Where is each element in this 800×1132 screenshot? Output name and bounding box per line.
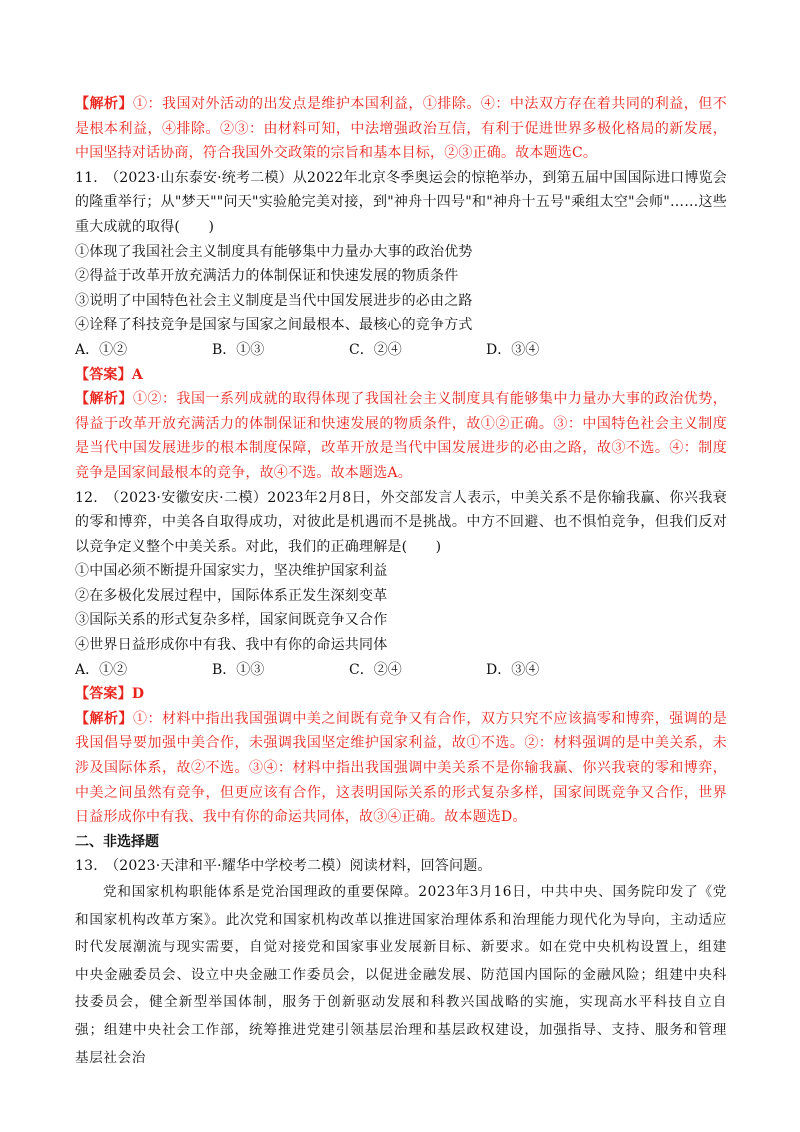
q11-item-3: ③说明了中国特色社会主义制度是当代中国发展进步的必由之路 <box>75 292 473 309</box>
q12-option-d: D．③④ <box>486 661 540 678</box>
q11-analysis <box>75 387 727 485</box>
analysis-text: ①：我国对外活动的出发点是维护本国利益，①排除。④：中法双方存在着共同的利益，但不是根本利益，④排除。②③：由材料可知，中法增强政治互信，有利于促进世界多极化格局的新发展，中国坚持对话协商，符合我国外交政策的宗旨和基本目标，②③正确。故本题选C。 <box>75 96 727 162</box>
q11-option-d: D．③④ <box>486 341 540 358</box>
q12-option-a: A．①② <box>75 661 128 678</box>
q12-answer <box>75 682 727 707</box>
q11-answer <box>75 363 727 388</box>
analysis-text: ①②：我国一系列成就的取得体现了我国社会主义制度具有能够集中力量办大事的政治优势，得益于改革开放充满活力的体制保证和快速发展的物质条件，故①②正确。③：中国特色社会主义制度是当代中国发展进步的根本制度保障，改革开放是当代中国发展进步的必由之路，故③不选。④：制度竞争是国家间最根本的竞争，故④不选。故本题选A。 <box>75 391 727 481</box>
answer-tag: 【答案】 <box>75 686 132 703</box>
answer-value: D <box>131 686 145 703</box>
q11-item-2: ②得益于改革开放充满活力的体制保证和快速发展的物质条件 <box>75 268 459 285</box>
q12-item-3: ③国际关系的形式复杂多样，国家间既竞争又合作 <box>75 612 388 629</box>
analysis-tag: 【解析】 <box>75 96 133 112</box>
q11-option-b: B．①③ <box>212 341 265 358</box>
answer-tag: 【答案】 <box>75 366 132 383</box>
q11-option-a: A．①② <box>75 341 128 358</box>
page-content <box>75 92 727 1072</box>
q12-item-4: ④世界日益形成你中有我、我中有你的命运共同体 <box>75 637 388 654</box>
q11-options <box>75 338 727 363</box>
q12-item-1: ①中国必须不断提升国家实力，坚决维护国家利益 <box>75 563 388 580</box>
q12-option-b: B．①③ <box>212 661 265 678</box>
q12-analysis <box>75 707 727 830</box>
q11-option-c: C．②④ <box>349 341 402 358</box>
analysis-tag: 【解析】 <box>75 391 133 408</box>
analysis-prev <box>75 92 727 166</box>
q12-options <box>75 658 727 683</box>
q11-item-1: ①体现了我国社会主义制度具有能够集中力量办大事的政治优势 <box>75 243 473 260</box>
analysis-tag: 【解析】 <box>75 710 133 727</box>
q11-item-4: ④诠释了科技竞争是国家与国家之间最根本、最核心的竞争方式 <box>75 317 473 334</box>
q11-stem: 11. （2023·山东泰安·统考二模）从2022年北京冬季奥运会的惊艳举办，到第五届中国国际进口博览会的隆重举行；从"梦天""问天"实验舱完美对接，到"神舟十四号"和"神舟十五号"乘组太空"会师"……这些重大成就的取得( ) <box>75 169 727 235</box>
q13-stem: 13. （2023·天津和平·耀华中学校考二模）阅读材料，回答问题。 <box>75 858 492 875</box>
q12-stem: 12. （2023·安徽安庆·二模）2023年2月8日，外交部发言人表示，中美关系不是你输我赢、你兴我衰的零和博弈，中美各自取得成功，对彼此是机遇而不是挑战。中方不回避、也不惧怕竞争，但我们反对以竞争定义整个中美关系。对此，我们的正确理解是( ) <box>75 489 727 555</box>
answer-value: A <box>131 366 143 383</box>
q13-material: 党和国家机构职能体系是党治国理政的重要保障。2023年3月16日，中共中央、国务院印发了《党和国家机构改革方案》。此次党和国家机构改革以推进国家治理体系和治理能力现代化为导向，主动适应时代发展潮流与现实需要，自觉对接党和国家事业发展新目标、新要求。如在党中央机构设置上，组建中央金融委员会、设立中央金融工作委员会，以促进金融发展、防范国内国际的金融风险；组建中央科技委员会，健全新型举国体制，服务于创新驱动发展和科教兴国战略的实施，实现高水平科技自立自强；组建中央社会工作部，统筹推进党建引领基层治理和基层政权建设，加强指导、支持、服务和管理基层社会治 <box>75 884 727 1066</box>
section-title: 二、非选择题 <box>75 833 159 850</box>
q12-option-c: C．②④ <box>349 661 402 678</box>
q12-item-2: ②在多极化发展过程中，国际体系正发生深刻变革 <box>75 587 388 604</box>
analysis-text: ①：材料中指出我国强调中美之间既有竞争又有合作，双方只究不应该搞零和博弈，强调的是我国倡导要加强中美合作，未强调我国坚定维护国家利益，故①不选。②：材料强调的是中美关系，未涉及国际体系，故②不选。③④：材料中指出我国强调中美关系不是你输我赢、你兴我衰的零和博弈，中美之间虽然有竞争，但更应该有合作，这表明国际关系的形式复杂多样，国家间既竞争又合作，世界日益形成你中有我、我中有你的命运共同体，故③④正确。故本题选D。 <box>75 710 727 826</box>
